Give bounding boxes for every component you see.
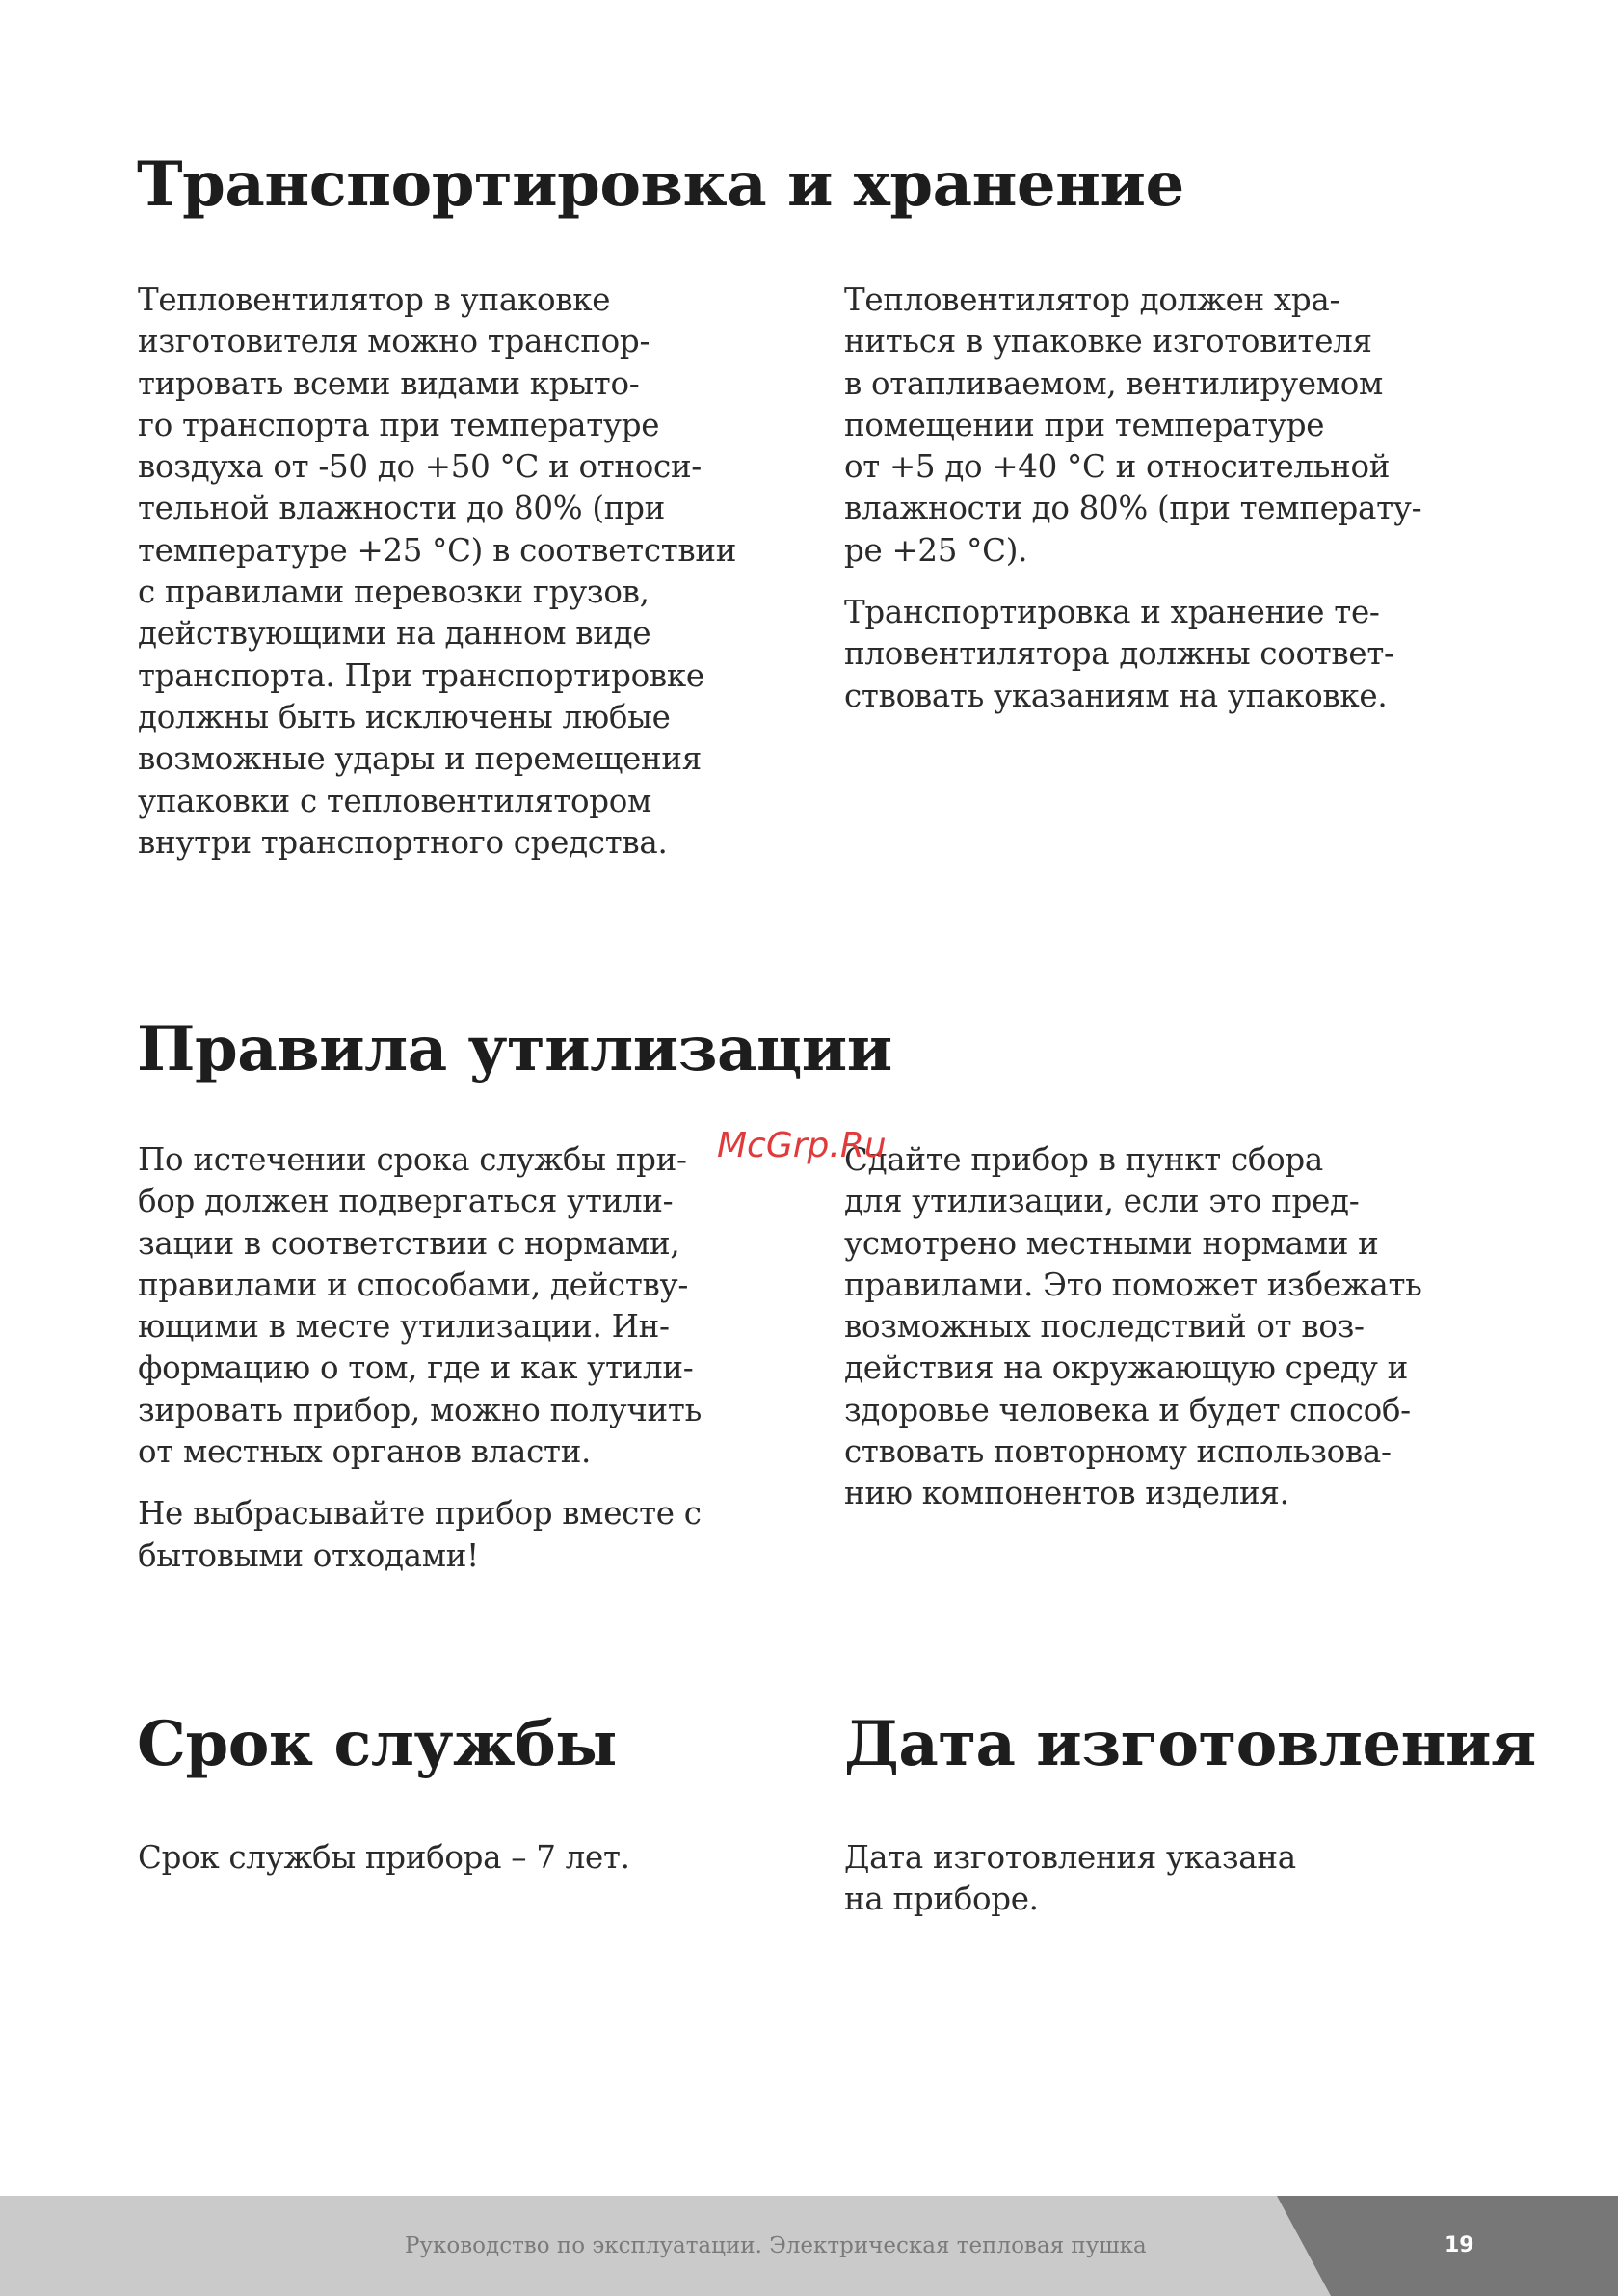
text-line: в отапливаемом, вентилируемом bbox=[844, 364, 1383, 402]
paragraph bbox=[138, 1837, 803, 1879]
transport-right-column bbox=[844, 280, 1509, 717]
text-line: возможных последствий от воз- bbox=[844, 1308, 1365, 1346]
text-line: По истечении срока службы при- bbox=[138, 1141, 687, 1178]
service-life-text bbox=[138, 1837, 803, 1879]
text-line: зировать прибор, можно получить bbox=[138, 1391, 702, 1428]
heading-manufacture-date: Дата изготовления bbox=[844, 1708, 1536, 1780]
text-line: ствовать указаниям на упаковке. bbox=[844, 677, 1388, 714]
heading-service-life: Срок службы bbox=[137, 1708, 617, 1780]
text-line: ствовать повторному использова- bbox=[844, 1433, 1392, 1471]
text-line: нию компонентов изделия. bbox=[844, 1475, 1289, 1512]
text-line: от +5 до +40 °С и относительной bbox=[844, 448, 1391, 486]
text-line: Срок службы прибора – 7 лет. bbox=[138, 1839, 630, 1876]
text-line: тировать всеми видами крыто- bbox=[138, 364, 640, 402]
text-line: Сдайте прибор в пункт сбора bbox=[844, 1141, 1323, 1178]
text-line: воздуха от -50 до +50 °С и относи- bbox=[138, 448, 702, 486]
text-line: Тепловентилятор должен хра- bbox=[844, 281, 1340, 318]
text-line: изготовителя можно транспор- bbox=[138, 323, 650, 360]
text-line: упаковки с тепловентилятором bbox=[138, 782, 652, 819]
text-line: бор должен подвергаться утили- bbox=[138, 1183, 674, 1220]
footer-title: Руководство по эксплуатации. Электрическая тепловая пушка bbox=[405, 2233, 1147, 2258]
text-line: правилами. Это поможет избежать bbox=[844, 1266, 1422, 1303]
text-line: помещении при температуре bbox=[844, 406, 1325, 443]
text-line: здоровье человека и будет способ- bbox=[844, 1391, 1411, 1428]
paragraph bbox=[844, 1139, 1509, 1515]
text-line: для утилизации, если это пред- bbox=[844, 1183, 1360, 1220]
text-line: формацию о том, где и как утили- bbox=[138, 1349, 694, 1387]
paragraph bbox=[138, 1493, 803, 1577]
paragraph bbox=[138, 1139, 803, 1473]
text-line: действующими на данном виде bbox=[138, 615, 651, 653]
text-line: Дата изготовления указана bbox=[844, 1839, 1296, 1876]
paragraph bbox=[844, 1837, 1509, 1921]
paragraph bbox=[138, 280, 803, 864]
paragraph bbox=[844, 280, 1509, 572]
watermark: McGrp.Ru bbox=[717, 1126, 887, 1165]
text-line: Не выбрасывайте прибор вместе с bbox=[138, 1495, 702, 1533]
manufacture-date-text bbox=[844, 1837, 1509, 1921]
text-line: с правилами перевозки грузов, bbox=[138, 574, 650, 611]
paragraph bbox=[844, 592, 1509, 717]
text-line: действия на окружающую среду и bbox=[844, 1349, 1408, 1387]
text-line: температуре +25 °С) в соответствии bbox=[138, 531, 737, 569]
footer-bar bbox=[0, 2196, 1618, 2296]
transport-left-column bbox=[138, 280, 803, 864]
text-line: ющими в месте утилизации. Ин- bbox=[138, 1308, 670, 1346]
text-line: транспорта. При транспортировке bbox=[138, 656, 704, 694]
text-line: от местных органов власти. bbox=[138, 1433, 592, 1471]
disposal-right-column bbox=[844, 1139, 1509, 1515]
text-line: должны быть исключены любые bbox=[138, 698, 671, 735]
text-line: бытовыми отходами! bbox=[138, 1536, 479, 1574]
text-line: усмотрено местными нормами и bbox=[844, 1224, 1379, 1262]
text-line: возможные удары и перемещения bbox=[138, 740, 702, 778]
text-line: Транспортировка и хранение те- bbox=[844, 594, 1380, 631]
text-line: внутри транспортного средства. bbox=[138, 823, 668, 861]
text-line: на приборе. bbox=[844, 1881, 1039, 1918]
text-line: правилами и способами, действу- bbox=[138, 1266, 689, 1303]
page-number: 19 bbox=[1445, 2233, 1474, 2257]
text-line: зации в соответствии с нормами, bbox=[138, 1224, 680, 1262]
text-line: Тепловентилятор в упаковке bbox=[138, 281, 611, 318]
disposal-left-column bbox=[138, 1139, 803, 1577]
text-line: ре +25 °С). bbox=[844, 531, 1028, 569]
heading-transport: Транспортировка и хранение bbox=[137, 148, 1184, 221]
text-line: тельной влажности до 80% (при bbox=[138, 490, 665, 527]
heading-disposal: Правила утилизации bbox=[137, 1013, 892, 1085]
text-line: пловентилятора должны соответ- bbox=[844, 635, 1394, 673]
text-line: го транспорта при температуре bbox=[138, 406, 660, 443]
text-line: влажности до 80% (при температу- bbox=[844, 490, 1422, 527]
text-line: ниться в упаковке изготовителя bbox=[844, 323, 1372, 360]
